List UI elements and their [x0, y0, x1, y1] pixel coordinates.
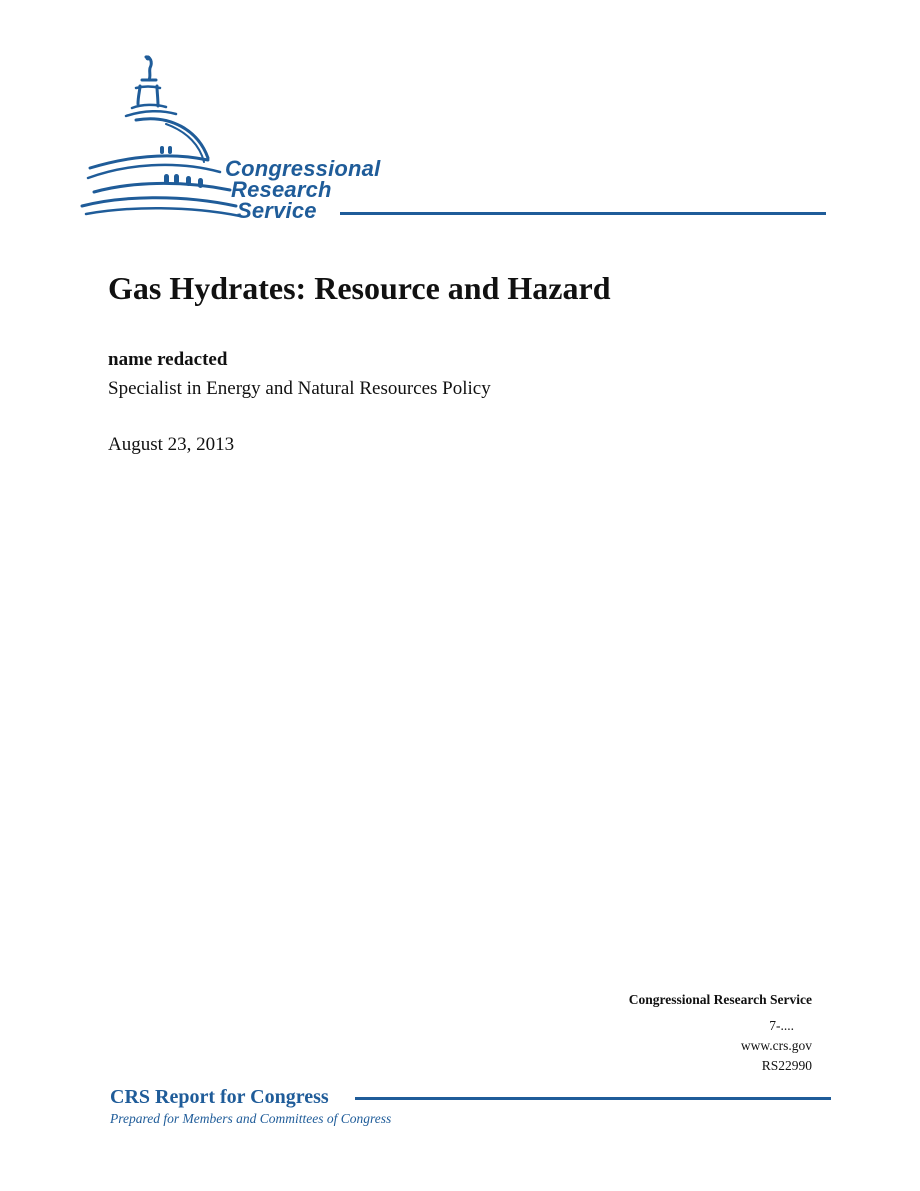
- footer-title: CRS Report for Congress: [110, 1086, 329, 1108]
- report-date: August 23, 2013: [108, 434, 235, 455]
- logo-word-research: Research: [231, 177, 332, 202]
- footer-subtitle: Prepared for Members and Committees of Congress: [110, 1111, 392, 1126]
- info-organization: Congressional Research Service: [628, 992, 812, 1007]
- logo-word-service: Service: [237, 198, 317, 223]
- info-website: www.crs.gov: [740, 1038, 812, 1053]
- crs-logo: [80, 52, 830, 227]
- report-title: Gas Hydrates: Resource and Hazard: [108, 270, 611, 306]
- logo-divider-line: [340, 212, 826, 215]
- author-role: Specialist in Energy and Natural Resources Policy: [108, 378, 491, 399]
- logo-word-congressional: Congressional: [225, 156, 381, 181]
- info-phone: 7-....: [769, 1018, 794, 1033]
- report-info-block: [512, 990, 812, 1076]
- info-report-number: RS22990: [761, 1058, 812, 1073]
- footer-divider-line: [355, 1097, 831, 1100]
- author-name: name redacted: [108, 349, 228, 370]
